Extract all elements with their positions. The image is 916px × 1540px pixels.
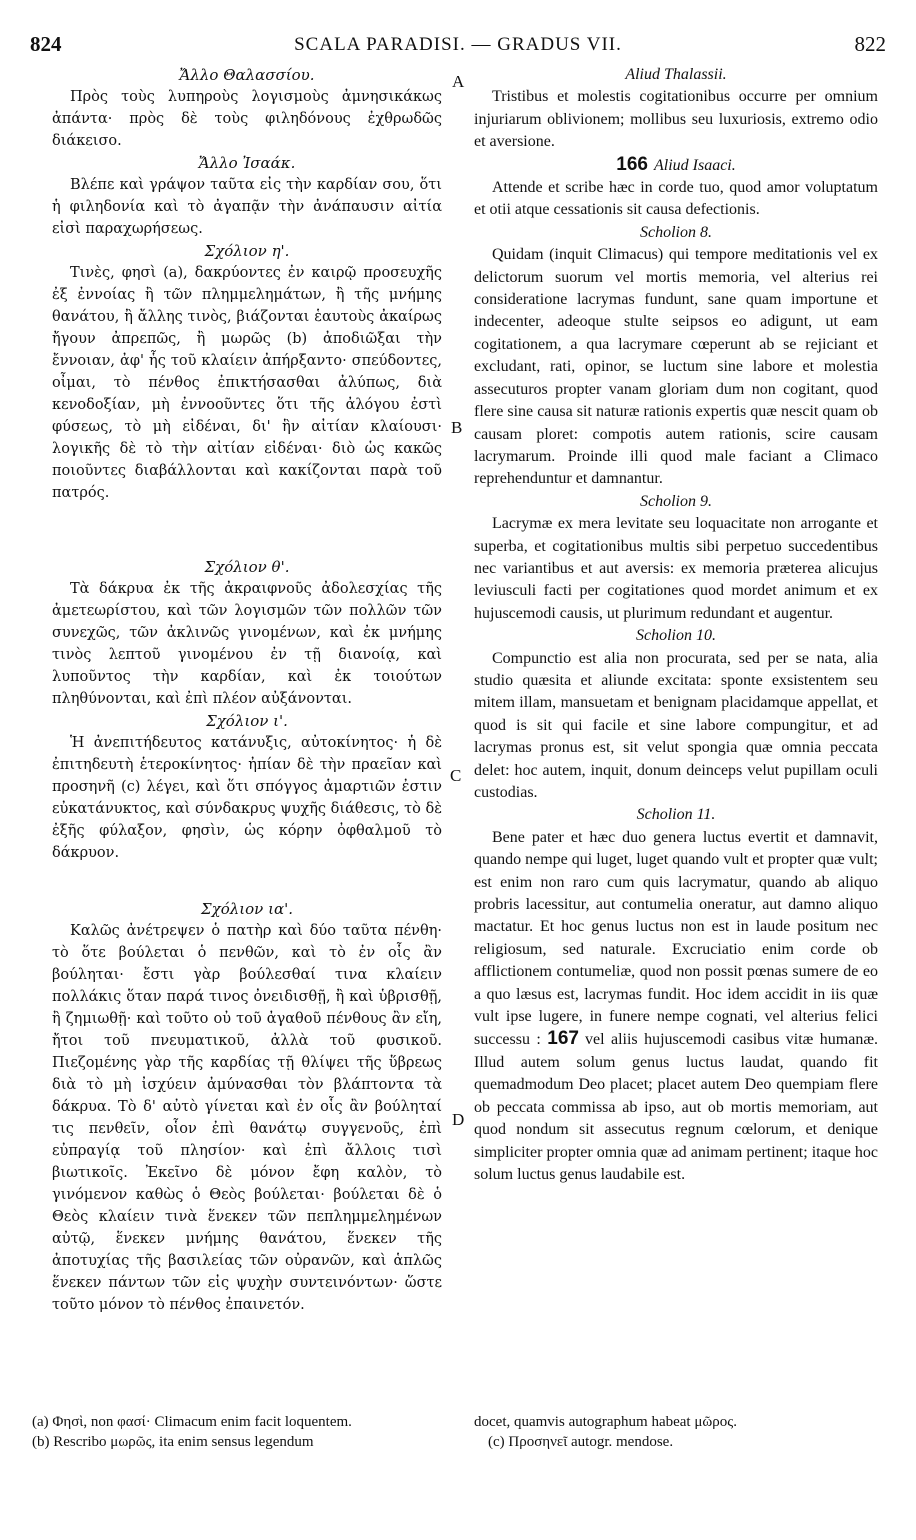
footnotes-right	[474, 1412, 878, 1452]
scholion-10-text-latin: Compunctio est alia non procurata, sed per se nata, alia studio quæsita et aliunde excitata: sponte exsistentem seu mitem illam, mansuetam et benignam placidamque appellat, et quod is sit qui facile et sine labore compungitur, et ad lacrymas pronus est, sit velut spongia quæ omnia peccata delet: hoc autem, inquit, donum deinceps velut pupillam oculi custodias.	[474, 649, 878, 801]
footnote-a: (a) Φησὶ, non φασί· Climacum enim facit loquentem.	[32, 1414, 352, 1430]
scholion-9-text-greek: Τὰ δάκρυα ἐκ τῆς ἀκραιφνοῦς ἀδολεσχίας τῆς ἀμετεωρίστου, καὶ τῶν λογισμῶν τῶν πολλῶν τῶν συνεχῶς, τῶν ἀκλινῶς γινομένων, καὶ ἐκ μνήμης τινὸς λεπτοῦ γινομένου ἐν τῇ διανοίᾳ, καὶ λυποῦντος τὴν καρδίαν, καὶ ἐκ τοιούτων πληθύνονται, καὶ ἐπὶ πλέον αὐξάνονται.	[52, 581, 442, 707]
footnote-b: (b) Rescribo μωρῶς, ita enim sensus legendum	[32, 1434, 314, 1450]
section-heading-isaac-latin	[474, 154, 878, 177]
section-heading-thalassius-latin: Aliud Thalassii.	[625, 66, 727, 83]
right-page-number: 822	[854, 32, 886, 56]
scholion-11-heading-latin: Scholion 11.	[636, 806, 716, 824]
scholion-11-text-part-1: Bene pater et hæc duo genera luctus evertit et damnavit, quando nempe qui luget, luget quando vult et propter quæ vult; est enim non raro cum quis lacrymatur, quando ab aliquo probris lacessitur, aut contumelia oneratur, aut damno aliquo mactatur. Et hoc genus luctus non est in laude positum nec religiosum, sed naturale. Excruciatio enim corde ob afflictionem contumeliæ, quod non possit pœnas sumere de eo a quo læsus est, lacrymas fundit. Hoc idem accidit in iis quæ vult ipse lugere, in funere nempe cognati, vel alterius felici successu :	[474, 828, 878, 1049]
scholion-8-text-greek: Τινὲς, φησὶ (a), δακρύοντες ἐν καιρῷ προσευχῆς ἐξ ἐννοίας ἢ τῶν πλημμελημάτων, ἢ τῆς μνήμης θανάτου, ἢ ἄλλης τινὸς, βιάζονται ἑαυτοὺς ἀκαίρως ἤγουν ἀπρεπῶς, ἢ μωρῶς (b) ἀποδιῶξαι τὴν ἔννοιαν, ἀφ' ἧς τοῦ κλαίειν ἀπήρξαντο· σπεύδοντες, οἶμαι, τὸ πένθος ἐπικτήσασθαι ἀλύπως, διὰ κενοδοξίαν, μὴ ἐννοοῦντες ὅτι τῆς ἀλόγου ἐστὶ φύσεως, τὸ μὴ εἰδέναι, δι' ἣν αἰτίαν κλαίουσι· λογικῆς δὲ τὸ τὴν αἰτίαν εἰδέναι· διὸ ὡς κακῶς ποιοῦντες διαβάλλονται καὶ κακίζονται παρὰ τοῦ πατρός.	[52, 265, 442, 501]
scholion-9-heading-greek: Σχόλιον θ'.	[204, 558, 290, 576]
margin-marker-c: C	[450, 766, 462, 785]
paragraph-thalassius-greek: Πρὸς τοὺς λυπηροὺς λογισμοὺς ἀμνησικάκως ἀπάντα· πρὸς δὲ τοὺς φιληδόνους ἐχθρωδῶς διάκεισο.	[52, 89, 442, 149]
column-number-167: 167	[547, 1028, 579, 1050]
scholion-10-heading-greek: Σχόλιον ι'.	[206, 712, 288, 730]
scholion-9-heading-latin: Scholion 9.	[640, 492, 712, 510]
paragraph-isaac-latin: Attende et scribe hæc in corde tuo, quod amor voluptatum et otii atque cessationis sit causa defectionis.	[474, 179, 878, 219]
paragraph-isaac-greek: Βλέπε καὶ γράψον ταῦτα εἰς τὴν καρδίαν σου, ὅτι ἡ φιληδονία καὶ τὸ ἀγαπᾷν τὴν ἀνάπαυσιν αἰτία εἰσὶ παραχωρήσεως.	[52, 177, 442, 237]
left-page-number: 824	[30, 32, 62, 56]
running-header	[30, 32, 886, 56]
paragraph-thalassius-latin: Tristibus et molestis cogitationibus occurre per omnium injuriarum oblivionem; mollibus seu luxuriosis, extremo odio et aversione.	[474, 88, 878, 151]
margin-marker-b: B	[451, 418, 463, 437]
footnote-c: (c) Προσηνεῖ autogr. mendose.	[488, 1434, 674, 1450]
margin-marker-a: A	[452, 72, 465, 91]
footnotes-left	[32, 1412, 452, 1452]
column-number-166: 166	[616, 153, 648, 175]
scholion-8-heading-latin: Scholion 8.	[640, 223, 712, 241]
greek-column	[52, 64, 442, 1316]
latin-column	[474, 64, 878, 1186]
running-title: SCALA PARADISI. — GRADUS VII.	[294, 34, 622, 55]
scholion-11-heading-greek: Σχόλιον ια'.	[201, 900, 293, 918]
section-heading-isaac-greek: Ἄλλο Ἰσαάκ.	[198, 154, 296, 172]
scholion-9-text-latin: Lacrymæ ex mera levitate seu loquacitate non arrogante et superba, et cogitationibus multis sibi perpetuo succedentibus nec variantibus et aut aversis: ex memoria præterea alicujus leviusculi facti per cogitationes quod mordet animum et ex hujuscemodi causis, ut plurimum redundant et augentur.	[474, 515, 878, 622]
scholion-11-text-latin	[474, 827, 878, 1187]
scholion-8-heading-greek: Σχόλιον η'.	[204, 242, 290, 260]
scholion-8-text-latin: Quidam (inquit Climacus) qui tempore meditationis vel ex delictorum suorum vel mortis memoria, vel alterius rei consideratione lacrymas fundunt, sane quam importune et indecenter, adeoque stulte seipsos eo adigunt, ut eam cogitationem, a qua lacrymare cœperunt ab se rejiciant et excludant, rati, opinor, se luctum sine labore et molestia assecuturos propter vanam gloriam dum non cogitant, quod flere sine causa sit naturæ rationis expertis quæ nescit quam ob causam ploret: compotis autem rationis, scire causam lacrymarum. Proinde illi quod male faciant a Climaco reprehenduntur et damnantur.	[474, 246, 878, 488]
scholion-10-heading-latin: Scholion 10.	[636, 627, 716, 645]
isaac-heading-text: Aliud Isaaci.	[653, 156, 736, 174]
section-heading-thalassius-greek: Ἄλλο Θαλασσίου.	[179, 66, 315, 84]
footnote-b-continued: docet, quamvis autographum habeat μῶρος.	[474, 1414, 737, 1430]
scholion-11-text-part-2: vel aliis hujuscemodi casibus vitæ humanæ. Illud autem solum genus luctus laudat, quando fit quemadmodum Deo placet; placet autem Deo quempiam flere ob peccata commissa ab ipso, aut ob mortis memoriam, aut quod nondum sit assecutus regnum cœlorum, et denique simpliciter propter omnia quæ ad animam pertinent; itaque hoc solum luctus genus laudabile est.	[474, 1031, 879, 1183]
scholion-10-text-greek: Ἡ ἀνεπιτήδευτος κατάνυξις, αὐτοκίνητος· ἡ δὲ ἐπιτηδευτὴ ἑτεροκίνητος· ἠπίαν δὲ τὴν πραεῖαν καὶ προσηνῆ (c) λέγει, καὶ ὅτι σπόγγος ἁμαρτιῶν ἐστιν εὐκατάνυκτος, καὶ σύνδακρυς ψυχῆς διάθεσις, τὸ δὲ ἐξῆς φύλαξον, φησὶν, ὡς κόρην ὀφθαλμοῦ τὸ δάκρυον.	[52, 735, 442, 861]
margin-marker-d: D	[452, 1110, 465, 1129]
scholion-11-text-greek: Καλῶς ἀνέτρεψεν ὁ πατὴρ καὶ δύο ταῦτα πένθη· τὸ ὅτε βούλεται ὁ πενθῶν, καὶ τὸ ἐν οἷς ἂν βούληται· ἔστι γὰρ βούλεσθαί τινα κλαίειν πολλάκις ὅταν παρά τινος ὀνειδισθῇ, ἢ καὶ ὑβρισθῇ, ἢ ζημιωθῇ· καὶ τοῦτο οὐ τοῦ ἀγαθοῦ πένθους ἂν εἴη, ἤτοι τοῦ πνευματικοῦ, ἀλλὰ τοῦ φυσικοῦ. Πιεζομένης γὰρ τῆς καρδίας τῇ θλίψει τῆς ὕβρεως διὰ τὸ μὴ ἰσχύειν ἀμύνασθαι τὸν βλάπτοντα τὰ δάκρυα. Τὸ δ' αὐτὸ γίνεται καὶ ἐν οἷς ἂν βούληταί τις πενθεῖν, οἷον ἐπὶ θανάτῳ συγγενοῦς, ἐπὶ εὐπραγίᾳ τοῦ πλησίον· καὶ ἐπὶ ἄλλοις τισὶ βιωτικοῖς. Ἐκεῖνο δὲ μόνον ἔφη καλὸν, τὸ γινόμενον καθὼς ὁ Θεὸς βούλεται· βούλεται δὲ ὁ Θεὸς κλαίειν τινὰ ἕνεκεν τῶν πεπλημμελημένων αὐτῷ, ἕνεκεν μνήμης θανάτου, ἕνεκεν τῆς ἀποτυχίας τῆς βασιλείας τῶν οὐρανῶν, καὶ ἁπλῶς ἕνεκεν πάντων τῶν εἰς ψυχὴν συντεινόντων· ὥστε τοῦτο μόνον τὸ πένθος ἐπαινετόν.	[52, 923, 442, 1313]
